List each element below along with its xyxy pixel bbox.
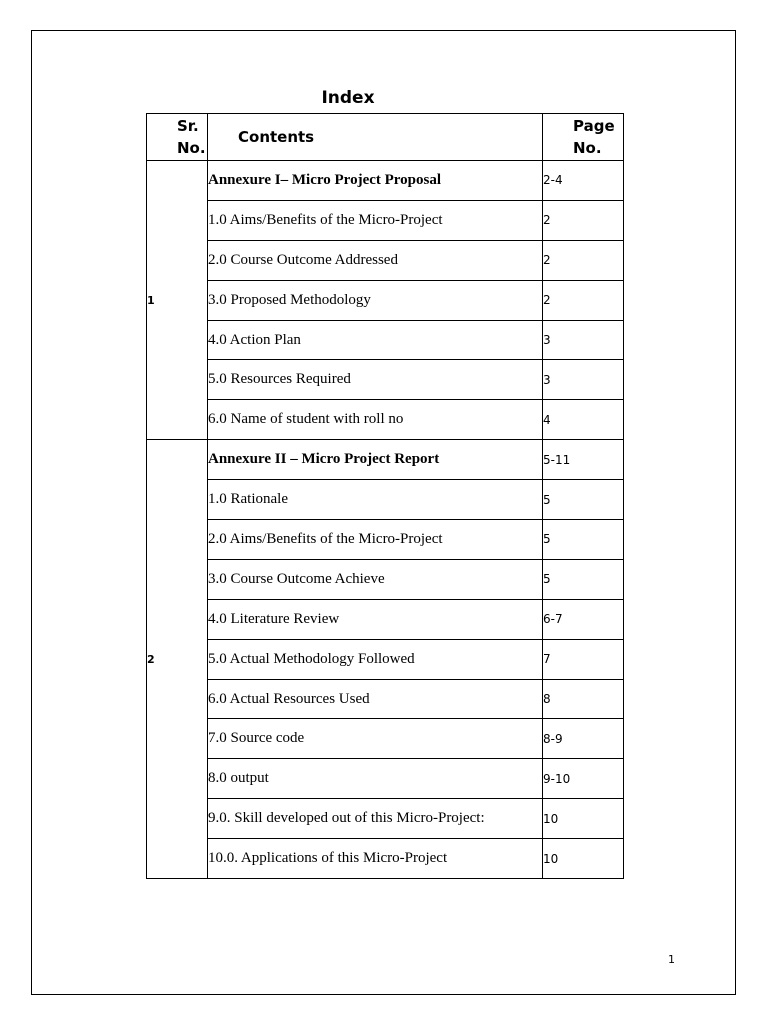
page-number: 1 (668, 953, 675, 966)
table-row (147, 320, 624, 360)
table-row (147, 400, 624, 440)
table-row (147, 839, 624, 879)
page-no-cell: 8-9 (543, 719, 624, 759)
table-row (147, 240, 624, 280)
index-body (147, 161, 624, 879)
table-row (147, 559, 624, 599)
table-row (147, 480, 624, 520)
page-no-cell: 9-10 (543, 759, 624, 799)
table-row (147, 679, 624, 719)
table-row (147, 280, 624, 320)
contents-cell: 1.0 Rationale (208, 480, 543, 520)
index-table (146, 113, 624, 879)
contents-cell: 4.0 Action Plan (208, 320, 543, 360)
table-header-row (147, 114, 624, 161)
page-no-cell: 5 (543, 559, 624, 599)
sr-no-cell: 1 (147, 161, 208, 440)
table-row (147, 599, 624, 639)
contents-cell: 6.0 Name of student with roll no (208, 400, 543, 440)
contents-cell: 2.0 Course Outcome Addressed (208, 240, 543, 280)
page-no-cell: 10 (543, 799, 624, 839)
table-row (147, 799, 624, 839)
page-no-cell: 5 (543, 520, 624, 560)
page-no-cell: 4 (543, 400, 624, 440)
page-no-cell: 3 (543, 320, 624, 360)
page-no-cell: 6-7 (543, 599, 624, 639)
page-no-cell: 2 (543, 280, 624, 320)
page-no-cell: 3 (543, 360, 624, 400)
page-no-cell: 2-4 (543, 161, 624, 201)
contents-cell: 1.0 Aims/Benefits of the Micro-Project (208, 200, 543, 240)
header-page-no: Page No. (543, 114, 624, 161)
table-row (147, 200, 624, 240)
contents-cell: 3.0 Proposed Methodology (208, 280, 543, 320)
page-no-cell: 10 (543, 839, 624, 879)
table-row (147, 759, 624, 799)
contents-cell: 8.0 output (208, 759, 543, 799)
contents-cell: 3.0 Course Outcome Achieve (208, 559, 543, 599)
table-row (147, 161, 624, 201)
contents-cell: 9.0. Skill developed out of this Micro-Project: (208, 799, 543, 839)
contents-cell: 10.0. Applications of this Micro-Project (208, 839, 543, 879)
page-no-cell: 8 (543, 679, 624, 719)
page-no-cell: 7 (543, 639, 624, 679)
header-sr-no: Sr. No. (147, 114, 208, 161)
annexure-heading: Annexure II – Micro Project Report (208, 440, 543, 480)
header-contents: Contents (208, 114, 543, 161)
page-no-cell: 2 (543, 240, 624, 280)
contents-cell: 5.0 Actual Methodology Followed (208, 639, 543, 679)
table-row (147, 639, 624, 679)
annexure-heading: Annexure I– Micro Project Proposal (208, 161, 543, 201)
contents-cell: 7.0 Source code (208, 719, 543, 759)
table-row (147, 520, 624, 560)
contents-cell: 2.0 Aims/Benefits of the Micro-Project (208, 520, 543, 560)
contents-cell: 4.0 Literature Review (208, 599, 543, 639)
contents-cell: 6.0 Actual Resources Used (208, 679, 543, 719)
table-row (147, 440, 624, 480)
page-no-cell: 5 (543, 480, 624, 520)
table-row (147, 360, 624, 400)
table-row (147, 719, 624, 759)
page-title: Index (321, 88, 375, 108)
sr-no-cell: 2 (147, 440, 208, 879)
page-no-cell: 5-11 (543, 440, 624, 480)
page-no-cell: 2 (543, 200, 624, 240)
contents-cell: 5.0 Resources Required (208, 360, 543, 400)
